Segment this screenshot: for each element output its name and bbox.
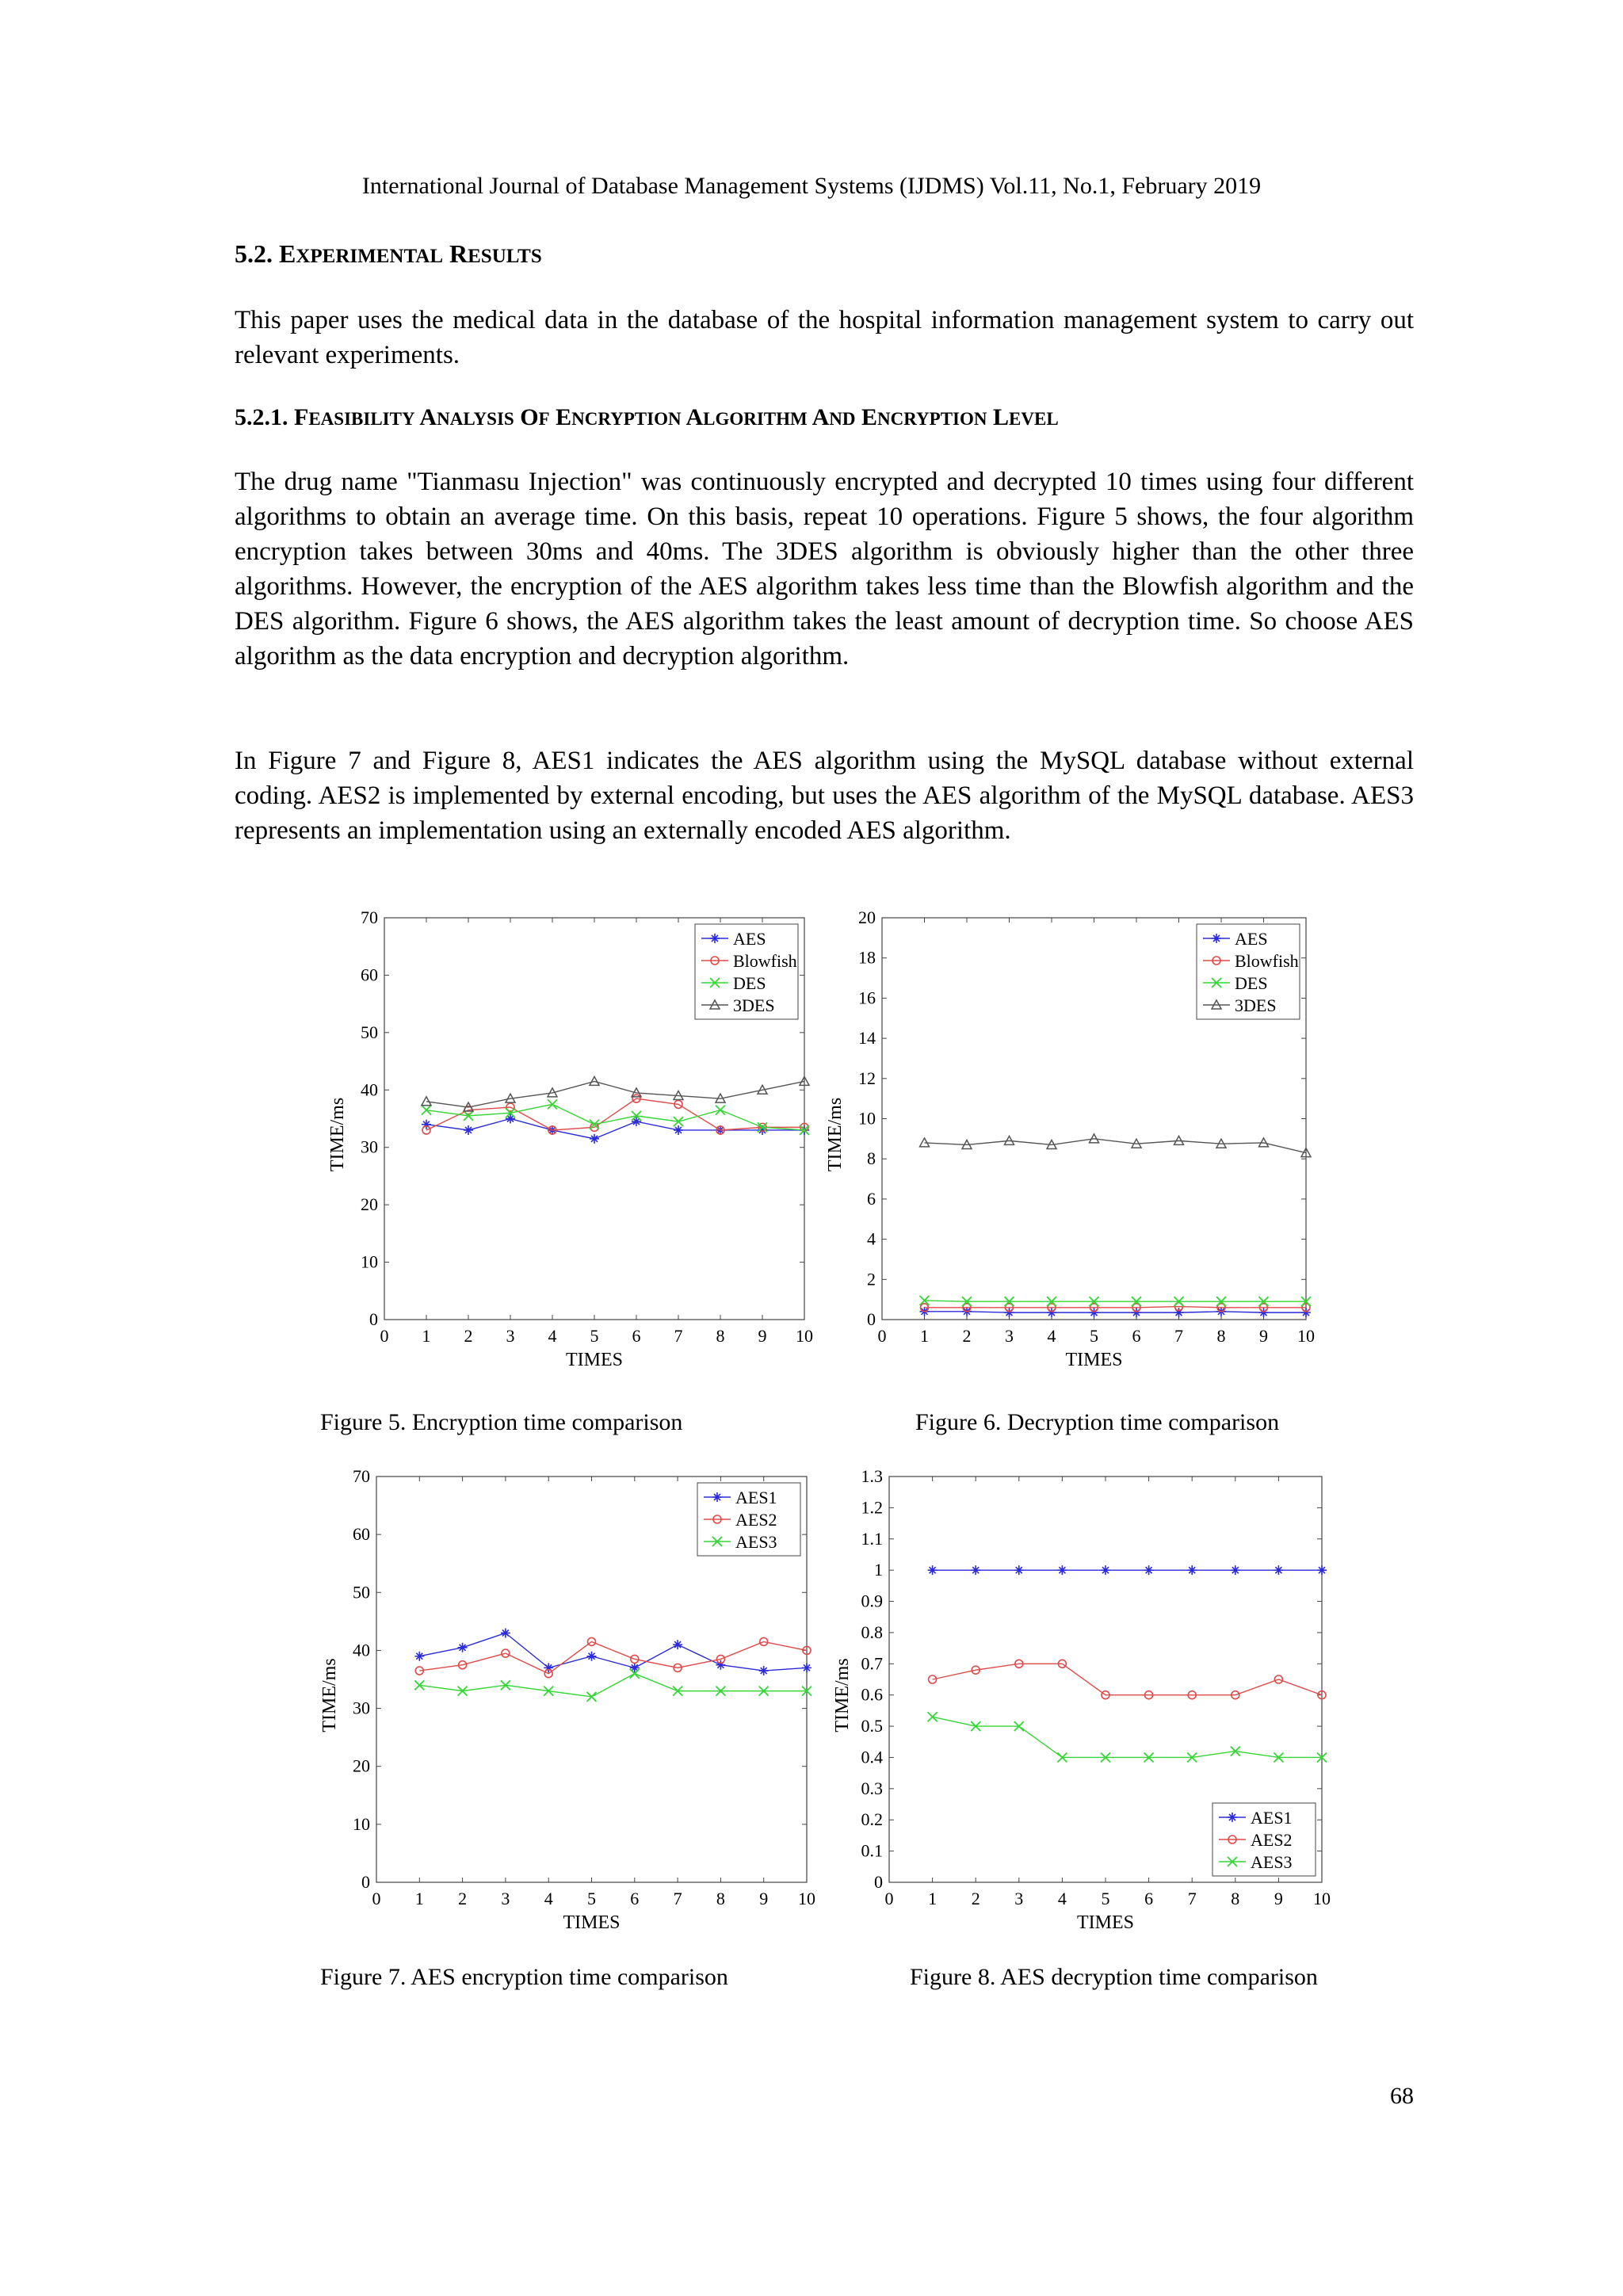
y-tick-label: 4: [867, 1228, 876, 1249]
paragraph-2: In Figure 7 and Figure 8, AES1 indicates the AES algorithm using the MySQL database without external coding. AES2 is implemented by external encoding, but uses the AES algorithm of the MySQL database. AES3 represents an implementation using an externally encoded AES algorithm.: [235, 747, 1414, 845]
x-tick-label: 8: [716, 1889, 725, 1908]
y-tick-label: 40: [353, 1640, 370, 1660]
legend-label: Blowfish: [733, 951, 797, 971]
y-tick-label: 0: [867, 1309, 876, 1329]
y-tick-label: 1.1: [861, 1528, 883, 1549]
section-number: 5.2.: [235, 239, 273, 268]
y-tick-label: 6: [867, 1188, 876, 1209]
x-axis-label: TIMES: [563, 1912, 621, 1933]
subsection-heading: [235, 404, 1059, 431]
legend-label: AES1: [1251, 1808, 1293, 1828]
y-tick-label: 8: [867, 1148, 876, 1169]
y-tick-label: 30: [361, 1137, 378, 1157]
y-tick-label: 70: [353, 1466, 370, 1486]
subsection-title-letter: E: [861, 404, 878, 430]
legend-label: AES: [1235, 929, 1268, 949]
page-number: 68: [1390, 2083, 1414, 2109]
y-tick-label: 0.3: [861, 1778, 883, 1798]
legend-label: AES2: [735, 1510, 777, 1530]
y-tick-label: 50: [353, 1582, 370, 1603]
y-tick-label: 2: [867, 1269, 876, 1289]
x-tick-label: 5: [1101, 1889, 1110, 1908]
x-tick-label: 4: [1047, 1326, 1056, 1346]
subsection-title-letter: A: [685, 404, 704, 430]
x-tick-label: 9: [1274, 1889, 1283, 1908]
subsection-title-word: NCRYPTION: [877, 409, 987, 429]
x-axis-label: TIMES: [1065, 1350, 1123, 1370]
x-tick-label: 2: [464, 1326, 473, 1346]
x-tick-label: 10: [796, 1326, 813, 1346]
y-axis-label: TIME/ms: [319, 1658, 340, 1733]
x-tick-label: 0: [372, 1889, 381, 1908]
legend-label: AES: [733, 929, 766, 949]
subsection-title-letter: A: [812, 404, 830, 430]
x-axis-label: TIMES: [566, 1350, 623, 1370]
figure-8-caption: Figure 8. AES decryption time comparison: [910, 1964, 1318, 1990]
x-tick-label: 7: [674, 1326, 683, 1346]
x-tick-label: 3: [501, 1889, 510, 1908]
y-tick-label: 70: [361, 907, 378, 927]
section-title-letter: E: [279, 239, 296, 268]
y-tick-label: 18: [858, 947, 876, 968]
y-tick-label: 30: [353, 1698, 370, 1718]
legend-label: DES: [733, 973, 766, 993]
x-tick-label: 0: [884, 1889, 894, 1908]
y-tick-label: 0.1: [861, 1840, 883, 1861]
legend-label: AES2: [1251, 1830, 1293, 1850]
y-tick-label: 20: [858, 907, 876, 927]
y-tick-label: 10: [353, 1813, 370, 1834]
y-tick-label: 1.2: [861, 1497, 883, 1518]
y-tick-label: 0.5: [861, 1716, 883, 1736]
subsection-title-letter: L: [993, 404, 1010, 430]
y-tick-label: 0: [361, 1872, 370, 1892]
legend-label: 3DES: [1235, 995, 1277, 1015]
x-tick-label: 9: [759, 1889, 769, 1908]
x-tick-label: 5: [587, 1889, 596, 1908]
figure-7-svg: [317, 1458, 824, 1934]
legend-label: 3DES: [733, 995, 775, 1015]
x-tick-label: 3: [506, 1326, 515, 1346]
section-title-word: XPERIMENTAL: [296, 246, 444, 267]
x-tick-label: 8: [1216, 1326, 1226, 1346]
x-tick-label: 4: [544, 1889, 553, 1908]
y-tick-label: 60: [361, 965, 378, 985]
x-tick-label: 1: [414, 1889, 424, 1908]
y-axis-label: TIME/ms: [825, 1097, 846, 1172]
x-tick-label: 6: [630, 1889, 640, 1908]
subsection-title-word: LGORITHM: [703, 409, 808, 429]
y-tick-label: 0: [874, 1872, 883, 1892]
x-tick-label: 10: [1297, 1326, 1315, 1346]
subsection-title-word: EVEL: [1009, 409, 1059, 429]
y-tick-label: 50: [361, 1022, 378, 1042]
figure-8-svg: [816, 1458, 1355, 1934]
x-tick-label: 3: [1005, 1326, 1014, 1346]
x-tick-label: 0: [380, 1326, 389, 1346]
figure-5-svg: [317, 900, 824, 1375]
y-tick-label: 0.6: [861, 1684, 883, 1705]
x-tick-label: 6: [1144, 1889, 1154, 1908]
legend: [1197, 924, 1300, 1019]
figure-7-caption: Figure 7. AES encryption time comparison: [320, 1964, 728, 1990]
y-tick-label: 10: [858, 1108, 876, 1129]
x-tick-label: 8: [716, 1326, 725, 1346]
subsection-title-word: ND: [829, 409, 856, 429]
x-tick-label: 6: [632, 1326, 641, 1346]
y-tick-label: 60: [353, 1524, 370, 1545]
legend-label: DES: [1235, 973, 1268, 993]
x-tick-label: 0: [877, 1326, 887, 1346]
section-title-word: ESULTS: [468, 246, 542, 267]
subsection-title-word: F: [538, 409, 550, 429]
x-tick-label: 4: [1057, 1889, 1067, 1908]
x-tick-label: 1: [928, 1889, 938, 1908]
x-tick-label: 9: [1259, 1326, 1268, 1346]
x-tick-label: 10: [798, 1889, 815, 1908]
subsection-title-letter: F: [294, 404, 309, 430]
legend: [1212, 1803, 1316, 1876]
x-tick-label: 7: [1187, 1889, 1197, 1908]
subsection-title-letter: A: [419, 404, 437, 430]
y-tick-label: 20: [361, 1194, 378, 1215]
legend-label: AES1: [735, 1488, 777, 1507]
subsection-title-letter: E: [556, 404, 572, 430]
legend: [697, 1483, 800, 1556]
y-tick-label: 0.8: [861, 1622, 883, 1642]
x-tick-label: 2: [962, 1326, 972, 1346]
y-tick-label: 1.3: [861, 1466, 883, 1486]
y-tick-label: 20: [353, 1755, 370, 1776]
y-axis-label: TIME/ms: [832, 1658, 853, 1733]
subsection-title-word: NCRYPTION: [571, 409, 682, 429]
subsection-title-word: NALYSIS: [437, 409, 514, 429]
legend: [695, 924, 798, 1019]
figure-8-chart: [816, 1458, 1355, 1934]
figure-5-chart: [317, 900, 824, 1375]
y-tick-label: 14: [858, 1028, 876, 1049]
x-tick-label: 6: [1132, 1326, 1141, 1346]
x-tick-label: 7: [1174, 1326, 1183, 1346]
y-axis-label: TIME/ms: [327, 1097, 348, 1172]
x-tick-label: 1: [422, 1326, 431, 1346]
y-tick-label: 0.4: [861, 1747, 883, 1767]
x-tick-label: 1: [920, 1326, 929, 1346]
section-heading: [235, 239, 542, 269]
y-tick-label: 12: [858, 1068, 876, 1088]
legend-label: AES3: [735, 1532, 777, 1552]
y-tick-label: 0.2: [861, 1809, 883, 1830]
y-tick-label: 0: [369, 1309, 378, 1329]
y-tick-label: 40: [361, 1079, 378, 1100]
legend-label: Blowfish: [1235, 951, 1299, 971]
legend-label: AES3: [1251, 1852, 1293, 1872]
figure-6-caption: Figure 6. Decryption time comparison: [915, 1409, 1280, 1435]
intro-paragraph: This paper uses the medical data in the database of the hospital information management system to carry out relevant experiments.: [235, 306, 1414, 369]
y-tick-label: 10: [361, 1251, 378, 1272]
figure-7-chart: [317, 1458, 824, 1934]
x-tick-label: 7: [673, 1889, 682, 1908]
section-title-letter: R: [449, 239, 468, 268]
subsection-title-word: EASIBILITY: [308, 409, 415, 429]
x-tick-label: 2: [458, 1889, 468, 1908]
y-tick-label: 0.9: [861, 1591, 883, 1611]
y-tick-label: 1: [874, 1560, 883, 1580]
x-tick-label: 8: [1231, 1889, 1240, 1908]
x-tick-label: 10: [1313, 1889, 1331, 1908]
y-tick-label: 0.7: [861, 1653, 883, 1674]
figure-6-chart: [816, 900, 1339, 1375]
subsection-number: 5.2.1.: [235, 404, 288, 430]
subsection-title-letter: O: [520, 404, 539, 430]
x-tick-label: 4: [548, 1326, 557, 1346]
running-header: International Journal of Database Management Systems (IJDMS) Vol.11, No.1, February 2019: [361, 173, 1262, 199]
x-tick-label: 2: [971, 1889, 980, 1908]
paragraph-1: The drug name "Tianmasu Injection" was continuously encrypted and decrypted 10 times using four different algorithms to obtain an average time. On this basis, repeat 10 operations. Figure 5 shows, the four algorithm encryption takes between 30ms and 40ms. The 3DES algorithm is obviously higher than the other three algorithms. However, the encryption of the AES algorithm takes less time than the Blowfish algorithm and the DES algorithm. Figure 6 shows, the AES algorithm takes the least amount of decryption time. So choose AES algorithm as the data encryption and decryption algorithm.: [235, 468, 1414, 670]
x-tick-label: 3: [1014, 1889, 1024, 1908]
x-tick-label: 5: [1090, 1326, 1098, 1346]
y-tick-label: 16: [858, 988, 876, 1008]
figure-5-caption: Figure 5. Encryption time comparison: [320, 1409, 683, 1435]
x-tick-label: 9: [758, 1326, 767, 1346]
figure-6-svg: [816, 900, 1339, 1375]
x-axis-label: TIMES: [1077, 1912, 1134, 1933]
x-tick-label: 5: [590, 1326, 599, 1346]
